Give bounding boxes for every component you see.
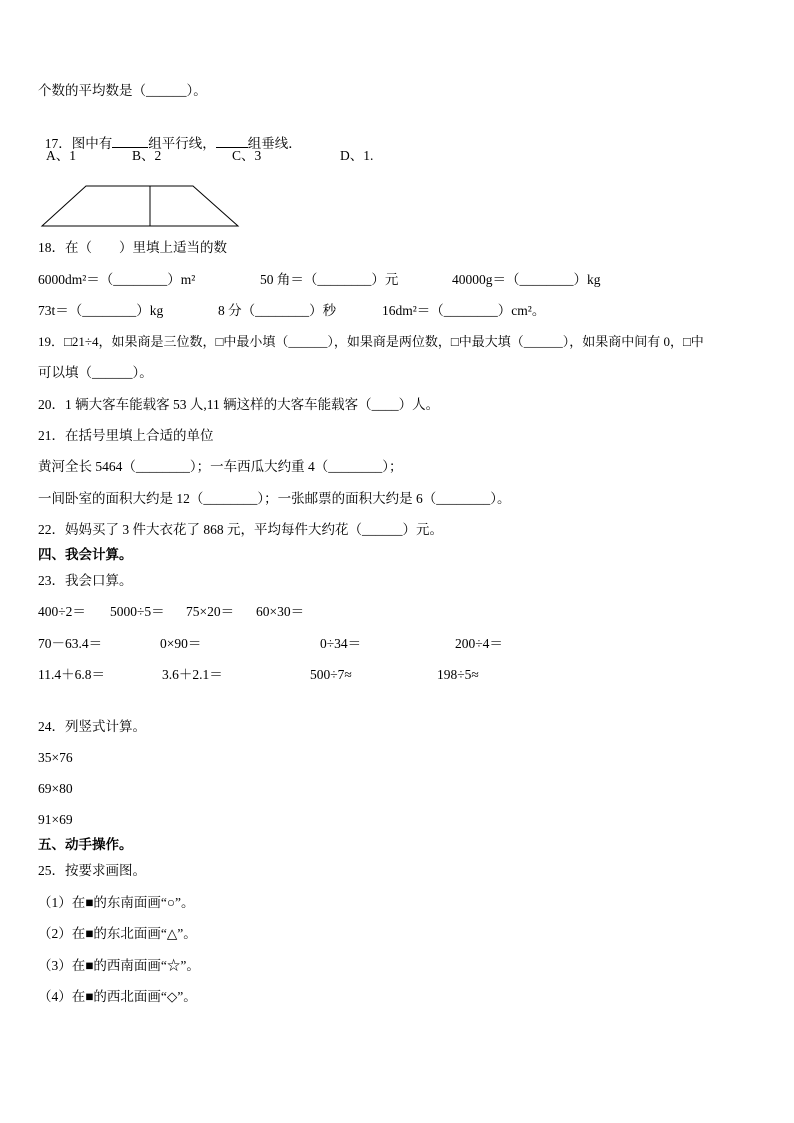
q25: 25．按要求画图。	[38, 863, 146, 878]
calc-r3-c1: 11.4＋6.8＝	[38, 667, 105, 682]
q17	[38, 116, 302, 153]
q21-r2: 一间卧室的面积大约是 12（________）；一张邮票的面积大约是 6（________）。	[38, 491, 511, 506]
q24-item-2: 69×80	[38, 781, 73, 796]
q18-r2-c1: 73t＝（________）kg	[38, 303, 164, 318]
q17-option-c[interactable]: C、3	[232, 148, 262, 163]
calc-r1-c2: 5000÷5＝	[110, 604, 165, 619]
q24: 24．列竖式计算。	[38, 719, 146, 734]
q22: 22．妈妈买了 3 件大衣花了 868 元，平均每件大约花（______）元。	[38, 522, 443, 537]
line-average: 个数的平均数是（______）。	[38, 83, 207, 98]
calc-r3-c3: 500÷7≈	[310, 667, 352, 682]
q25-item-1: （1）在■的东南面画“○”。	[38, 895, 195, 910]
q19-line2: 可以填（______）。	[38, 365, 153, 380]
q25-item-2: （2）在■的东北面画“△”。	[38, 926, 197, 941]
q24-item-1: 35×76	[38, 750, 73, 765]
calc-r1-c1: 400÷2＝	[38, 604, 86, 619]
q17-text-c: 组垂线．	[247, 136, 302, 151]
section-5-title: 五、动手操作。	[38, 837, 133, 852]
q17-option-d[interactable]: D、1.	[340, 148, 374, 163]
calc-r2-c4: 200÷4＝	[455, 636, 503, 651]
q18-r1-c1: 6000dm²＝（________）m²	[38, 272, 196, 287]
q19-line1: 19．□21÷4，如果商是三位数，□中最小填（______），如果商是两位数，□中最大填（______），如果商中间有 0，□中	[38, 334, 704, 349]
calc-r3-c4: 198÷5≈	[437, 667, 479, 682]
q18-r2-c2: 8 分（________）秒	[218, 303, 337, 318]
q17-option-b[interactable]: B、2	[132, 148, 162, 163]
calc-r1-c4: 60×30＝	[256, 604, 305, 619]
calc-r3-c2: 3.6＋2.1＝	[162, 667, 223, 682]
q18: 18．在（ ）里填上适当的数	[38, 240, 227, 255]
q24-item-3: 91×69	[38, 812, 73, 827]
q17-option-a[interactable]: A、1	[46, 148, 76, 163]
blank[interactable]	[216, 134, 248, 148]
q21-r1: 黄河全长 5464（________）；一车西瓜大约重 4（________）；	[38, 459, 403, 474]
q18-r2-c3: 16dm²＝（________）cm²。	[382, 303, 546, 318]
calc-r2-c2: 0×90＝	[160, 636, 202, 651]
q17-text-b: 组平行线，	[148, 136, 216, 151]
q21: 21．在括号里填上合适的单位	[38, 428, 214, 443]
section-4-title: 四、我会计算。	[38, 547, 133, 562]
blank[interactable]	[112, 134, 148, 148]
calc-r2-c1: 70－63.4＝	[38, 636, 103, 651]
q20: 20．1 辆大客车能载客 53 人,11 辆这样的大客车能载客（____）人。	[38, 397, 440, 412]
q23: 23．我会口算。	[38, 573, 133, 588]
q25-item-3: （3）在■的西南面画“☆”。	[38, 958, 200, 973]
q18-r1-c2: 50 角＝（________）元	[260, 272, 399, 287]
trapezoid-figure	[38, 182, 243, 230]
q17-text-a: 17．图中有	[44, 136, 113, 151]
q25-item-4: （4）在■的西北面画“◇”。	[38, 989, 197, 1004]
q18-r1-c3: 40000g＝（________）kg	[452, 272, 601, 287]
calc-r2-c3: 0÷34＝	[320, 636, 362, 651]
calc-r1-c3: 75×20＝	[186, 604, 235, 619]
